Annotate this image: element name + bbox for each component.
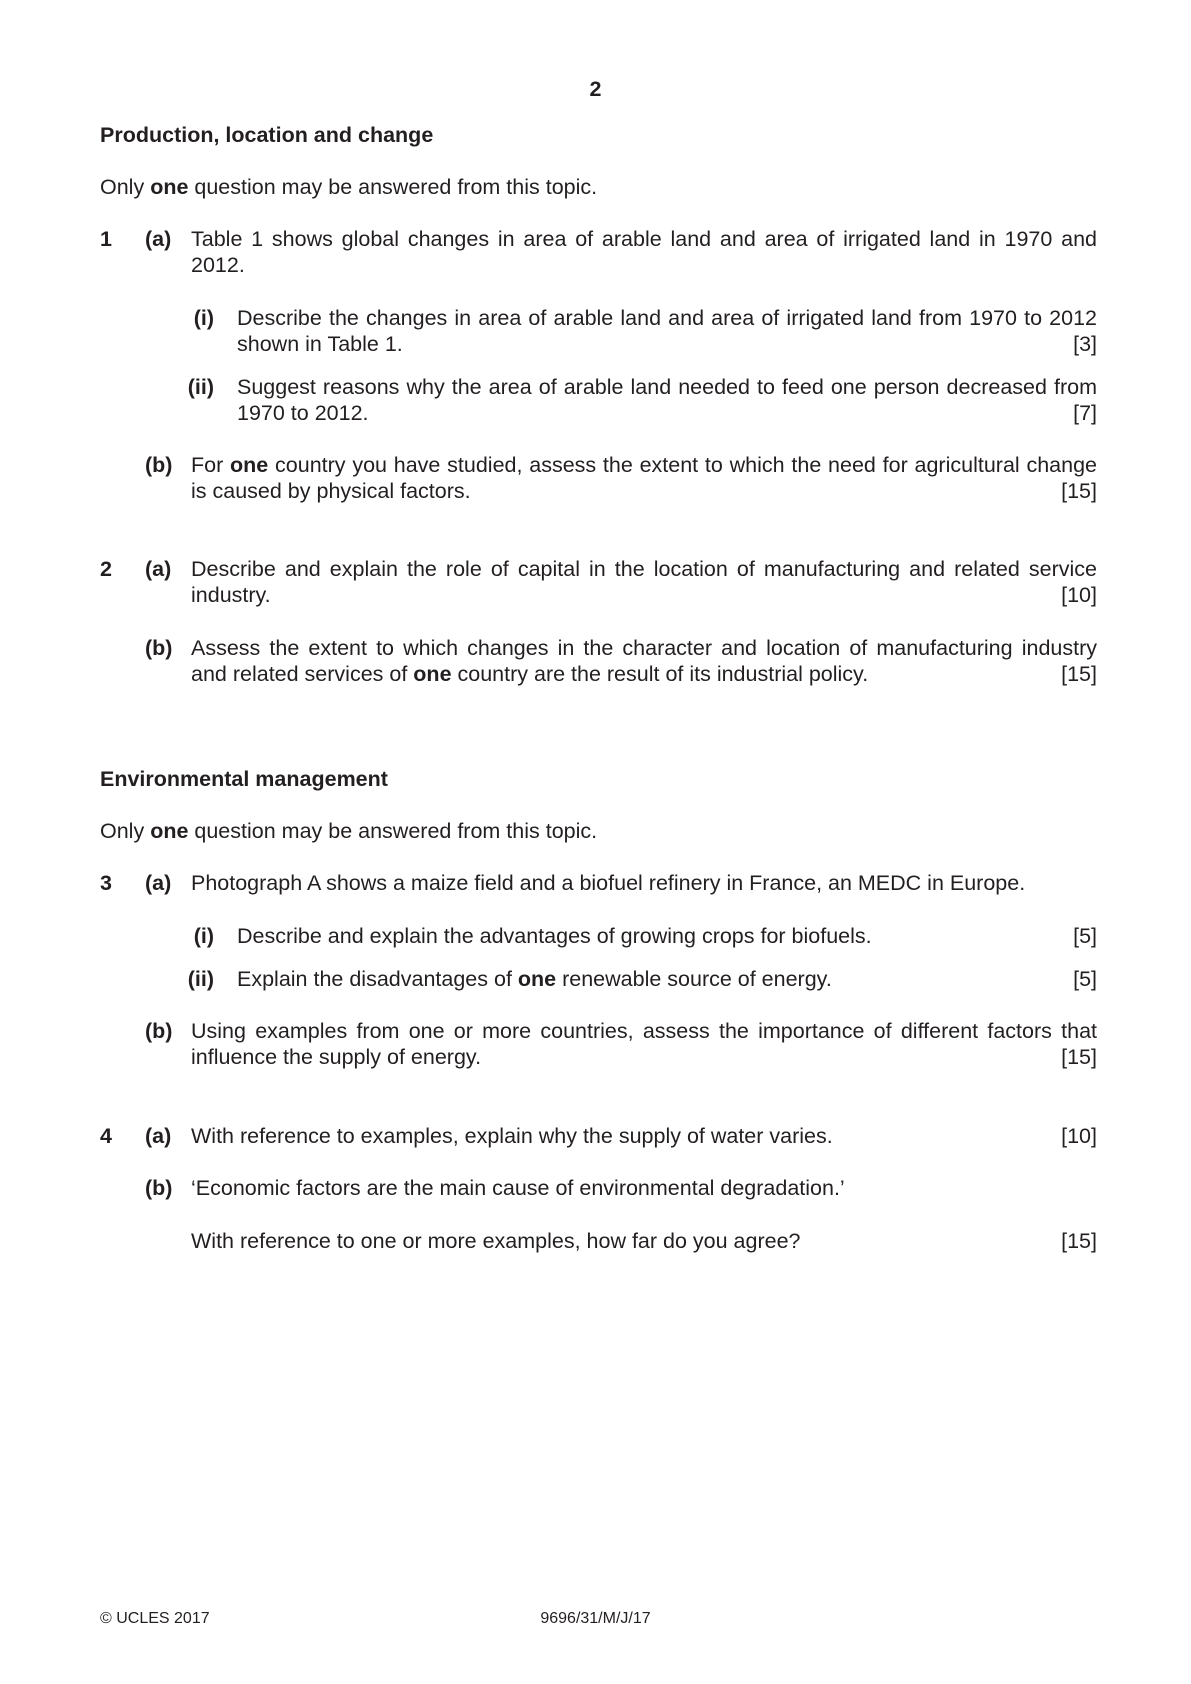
q1-sub-ii-marks: [7] [1073,401,1097,425]
q3-sub-i-label: (i) [193,924,214,948]
q1-sub-i-marks: [3] [1073,332,1097,356]
q2-part-b-label: (b) [145,636,173,660]
instruction-bold: one [150,819,189,843]
q1-sub-i-text: Describe the changes in area of arable land and area of irrigated land from 1970 to 2012 shown in Table 1. [237,306,1097,356]
question-number-2: 2 [100,557,112,581]
question-number-3: 3 [100,871,112,895]
q4-part-b-label: (b) [145,1176,173,1200]
q3-part-b-label: (b) [145,1019,173,1043]
q3-sub-i-marks: [5] [1073,924,1097,948]
q3-part-a-label: (a) [145,871,172,895]
q1-sub-ii-text: Suggest reasons why the area of arable land needed to feed one person decreased from 1970 to 2012. [237,375,1097,425]
q3-aii-bold: one [517,967,557,991]
q3-sub-ii-marks: [5] [1073,967,1097,991]
section-heading-production: Production, location and change [100,123,434,147]
q1-part-b-label: (b) [145,453,173,477]
q3-aii-post: renewable source of energy. [556,967,832,991]
q3-aii-pre: Explain the disadvantages of [237,967,518,991]
instruction-pre: Only [100,819,151,843]
instruction-post: question may be answered from this topic. [188,819,598,843]
q2-b-pre: Assess the extent to which changes in the character and location of manufacturing industry and related services of [191,636,1097,686]
q1-b-post: country you have studied, assess the extent to which the need for agricultural change is caused by physical factors. [191,453,1097,503]
q3-sub-i-text: Describe and explain the advantages of growing crops for biofuels. [237,924,872,948]
section-instruction-environmental [100,818,597,844]
q1-sub-ii-label: (ii) [187,375,214,399]
q4-part-a-text: With reference to examples, explain why the supply of water varies. [191,1124,833,1148]
q3-sub-ii-text [237,966,1097,992]
q2-part-a-label: (a) [145,557,172,581]
footer-copyright: © UCLES 2017 [100,1610,210,1627]
q1-b-pre: For [191,453,231,477]
q3-sub-ii-label: (ii) [187,967,214,991]
q4-part-a-label: (a) [145,1124,172,1148]
q2-b-bold: one [413,662,452,686]
q4-part-b-text: With reference to one or more examples, how far do you agree? [191,1229,801,1253]
question-number-1: 1 [100,227,112,251]
instruction-pre: Only [100,175,151,199]
q2-part-b-text [191,635,1097,687]
q1-part-a-label: (a) [145,227,172,251]
q3-part-b-text: Using examples from one or more countries, assess the importance of different factors that influence the supply of energy. [191,1019,1097,1069]
instruction-bold: one [150,175,189,199]
instruction-post: question may be answered from this topic. [188,175,598,199]
q2-part-a-marks: [10] [1061,583,1097,607]
question-number-4: 4 [100,1124,112,1148]
q1-part-b-text [191,452,1097,504]
section-heading-environmental: Environmental management [100,767,388,791]
section-instruction-production [100,174,597,200]
q1-part-b-marks: [15] [1061,479,1097,503]
q1-b-bold: one [230,453,269,477]
q4-part-a-marks: [10] [1061,1124,1097,1148]
q3-part-b-marks: [15] [1061,1045,1097,1069]
q4-part-b-marks: [15] [1061,1229,1097,1253]
q1-part-a-text: Table 1 shows global changes in area of arable land and area of irrigated land in 1970 and 2012. [191,227,1097,277]
q3-part-a-text: Photograph A shows a maize field and a biofuel refinery in France, an MEDC in Europe. [191,871,1026,895]
q1-sub-i-label: (i) [193,306,214,330]
q2-part-b-marks: [15] [1061,662,1097,686]
q2-b-post: country are the result of its industrial policy. [451,662,869,686]
q2-part-a-text: Describe and explain the role of capital in the location of manufacturing and related service industry. [191,557,1097,607]
footer-paper-code: 9696/31/M/J/17 [540,1610,651,1627]
q4-part-b-quote: ‘Economic factors are the main cause of environmental degradation.’ [191,1176,845,1200]
page-number: 2 [589,77,602,101]
